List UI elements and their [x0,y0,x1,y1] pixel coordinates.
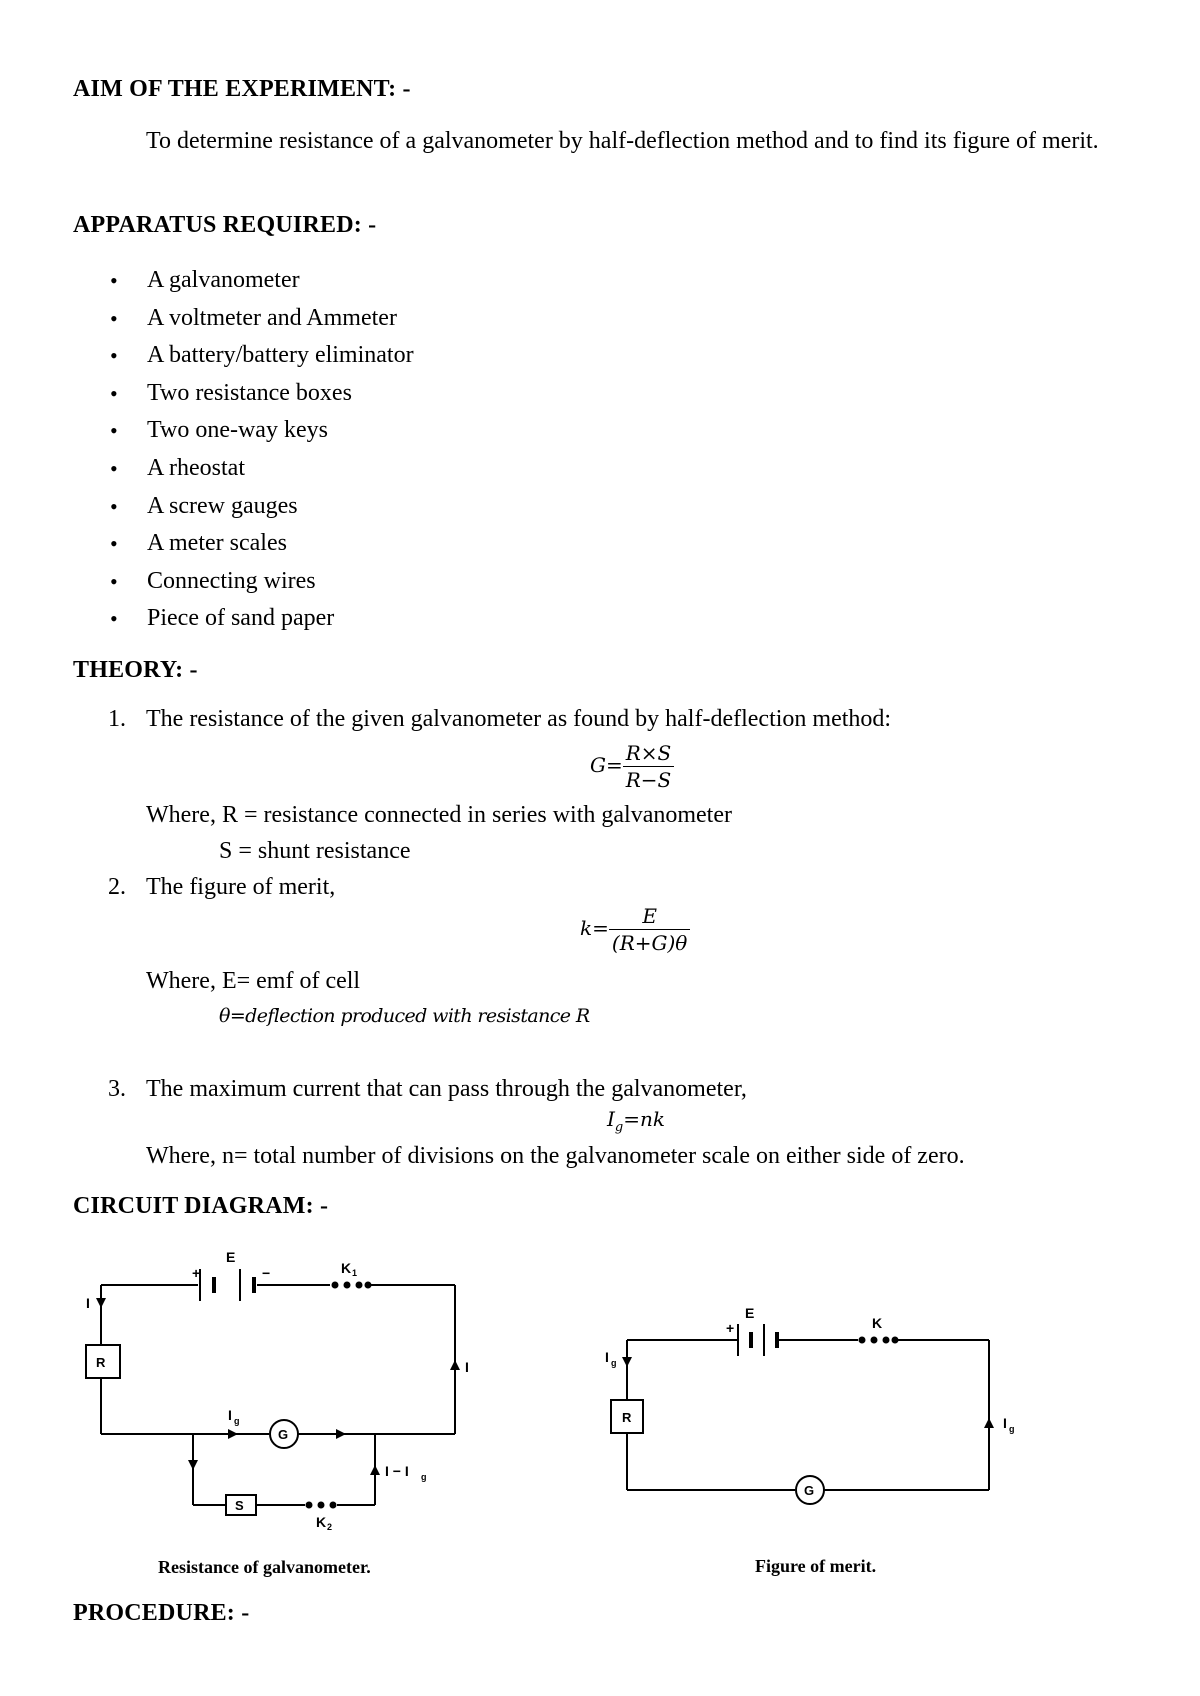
label-plus: + [726,1320,735,1336]
theory-item-1-text: The resistance of the given galvanometer as found by half-deflection method: [146,706,892,732]
formula-I: I [607,1107,615,1131]
label-I-minus-Ig-sub: g [421,1472,427,1482]
list-item: • Two one-way keys [110,412,414,450]
aim-heading: AIM OF THE EXPERIMENT: - [73,76,411,102]
figure-of-merit-circuit [611,1324,994,1504]
list-item: • A screw gauges [110,488,414,526]
left-figure-caption: Resistance of galvanometer. [158,1557,371,1577]
label-Ig-right-sub: g [1009,1424,1015,1434]
list-item: • A battery/battery eliminator [110,337,414,375]
formula-denominator: R−S [625,768,672,792]
key-contact [307,1503,312,1508]
theory-item-2-where-theta: θ=deflection produced with resistance R [219,1005,590,1027]
aim-text: To determine resistance of a galvanometer by half-deflection method and to find its figure of merit. [146,128,1099,154]
label-Ig: I [228,1407,232,1423]
label-Ig-right: I [1003,1415,1007,1431]
label-K2-sub: 2 [327,1522,333,1532]
current-arrow [96,1298,106,1308]
current-arrow [336,1429,346,1439]
label-Ig-left-sub: g [611,1358,617,1368]
key-contact [331,1503,336,1508]
label-R: R [96,1355,106,1370]
formula-numerator: E [609,904,690,930]
label-I-left: I [86,1295,90,1311]
current-arrow [188,1460,198,1470]
current-arrow [370,1465,380,1475]
formula-lhs: k= [580,916,609,940]
formula-subscript: g [614,1120,624,1135]
label-K1: K [341,1260,352,1276]
theory-item-2-text: The figure of merit, [146,874,336,900]
current-arrow [622,1357,632,1367]
theory-item-3-text: The maximum current that can pass through the galvanometer, [146,1076,747,1102]
formula-denominator: (R+G)θ [611,931,688,955]
circuit-heading: CIRCUIT DIAGRAM: - [73,1193,329,1219]
label-plus: + [192,1265,201,1281]
label-K: K [872,1315,883,1331]
list-item: • A meter scales [110,525,414,563]
label-G: G [804,1483,815,1498]
theory-item-3-number: 3. [108,1076,126,1102]
current-arrow [228,1429,238,1439]
label-I-right: I [465,1359,469,1375]
label-G: G [278,1427,289,1442]
list-item: • A galvanometer [110,262,414,300]
procedure-heading: PROCEDURE: - [73,1600,250,1626]
label-E: E [226,1249,236,1265]
label-E: E [745,1305,755,1321]
right-figure-caption: Figure of merit. [755,1556,877,1576]
key-contact [357,1283,362,1288]
label-R: R [622,1410,632,1425]
theory-item-3-where: Where, n= total number of divisions on the galvanometer scale on either side of zero. [146,1143,965,1169]
current-arrow [450,1360,460,1370]
formula-numerator: R×S [623,741,675,767]
theory-item-1-where-shunt: S = shunt resistance [219,838,411,864]
key-contact [884,1338,889,1343]
key-contact [860,1338,865,1343]
label-I-minus-Ig: I − I [385,1463,409,1479]
resistance-circuit-labels [86,1249,469,1532]
label-Ig-left: I [605,1349,609,1365]
formula-lhs: G= [590,753,623,777]
apparatus-heading: APPARATUS REQUIRED: - [73,212,377,238]
current-arrow [984,1418,994,1428]
theory-heading: THEORY: - [73,657,198,683]
list-item: • A rheostat [110,450,414,488]
figure-of-merit-labels [605,1305,1015,1498]
list-item: • Two resistance boxes [110,375,414,413]
theory-item-2-number: 2. [108,874,126,900]
list-item: • Connecting wires [110,563,414,601]
key-contact [872,1338,877,1343]
label-S: S [235,1498,244,1513]
formula-rest: =nk [623,1107,665,1131]
label-K2: K [316,1514,327,1530]
list-item: • A voltmeter and Ammeter [110,300,414,338]
theory-item-2-where: Where, E= emf of cell [146,968,361,994]
key-contact [893,1338,898,1343]
key-contact [319,1503,324,1508]
key-contact [333,1283,338,1288]
label-minus: − [262,1265,271,1281]
theory-item-1-number: 1. [108,706,126,732]
label-Ig-sub: g [234,1416,240,1426]
theory-item-1-where: Where, R = resistance connected in series with galvanometer [146,802,732,828]
key-contact [366,1283,371,1288]
label-K1-sub: 1 [352,1268,358,1278]
key-contact [345,1283,350,1288]
list-item: • Piece of sand paper [110,600,414,638]
